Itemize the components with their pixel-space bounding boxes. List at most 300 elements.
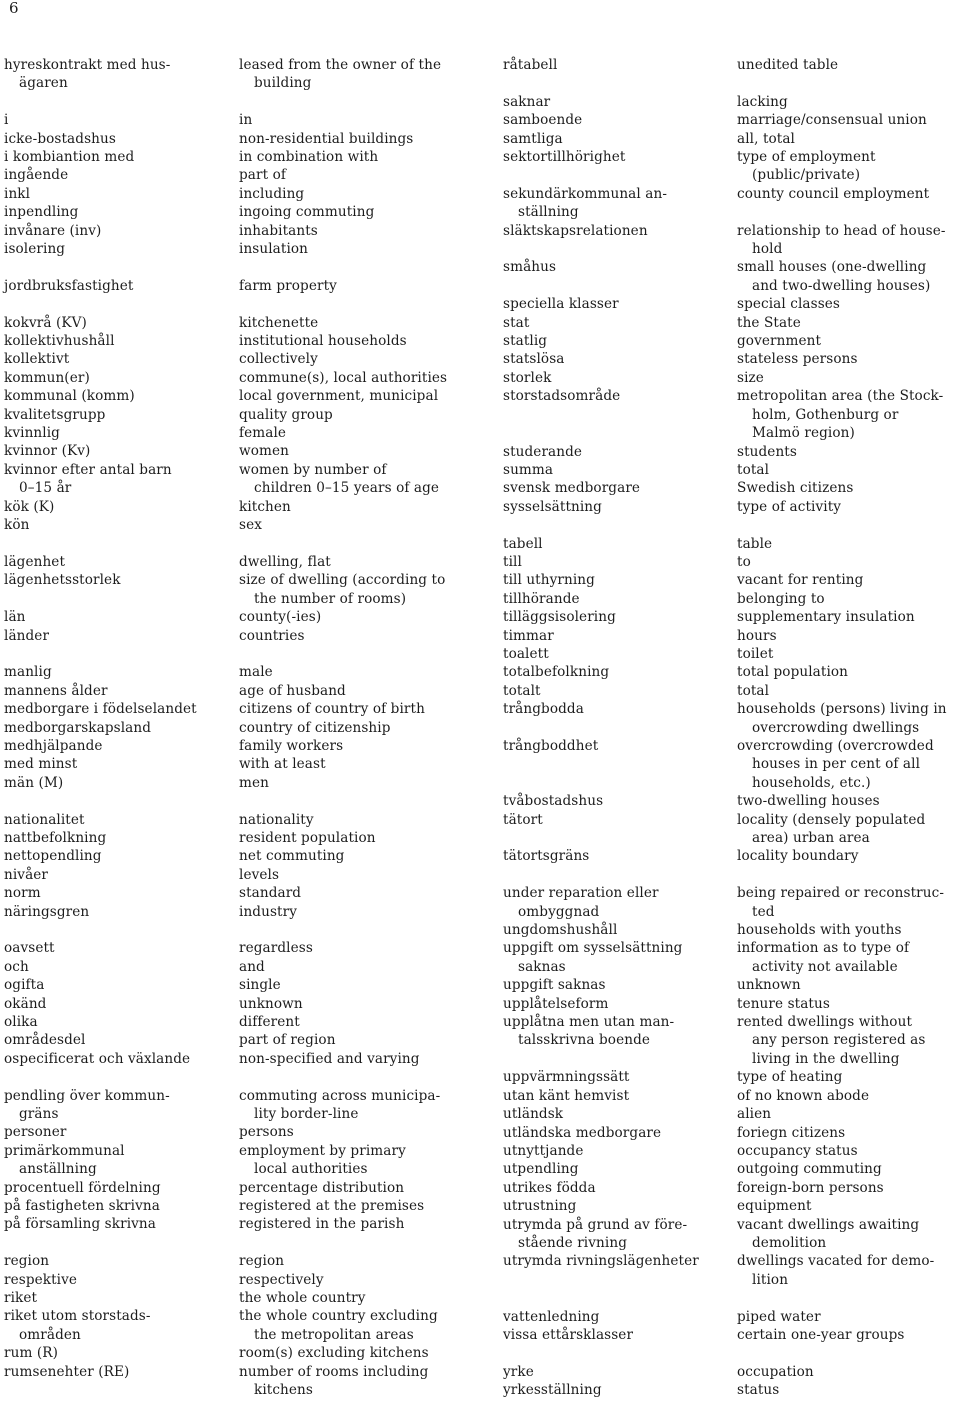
glossary-entry <box>503 111 956 129</box>
english-translation: local government, municipal <box>239 388 439 405</box>
glossary-letter-group <box>503 1363 956 1400</box>
swedish-term: tabell <box>503 535 543 552</box>
english-translation: certain one-year groups <box>737 1326 905 1343</box>
glossary-entry <box>4 166 499 184</box>
english-translation: country of citizenship <box>239 719 391 736</box>
glossary-entry <box>503 498 956 516</box>
swedish-term: på församling skrivna <box>4 1216 156 1233</box>
english-translation: female <box>239 425 287 442</box>
swedish-term: tätortsgräns <box>503 848 590 865</box>
swedish-term: storstadsområde <box>503 388 621 405</box>
swedish-term: utrustning <box>503 1198 577 1215</box>
english-translation: foriegn citizens <box>737 1124 846 1141</box>
swedish-term: manlig <box>4 664 52 681</box>
glossary-letter-group <box>503 93 956 516</box>
glossary-entry <box>503 1308 956 1326</box>
swedish-term: jordbruksfastighet <box>4 277 134 294</box>
english-translation: kitchen <box>239 498 291 515</box>
glossary-entry <box>4 1123 499 1141</box>
glossary-entry <box>503 682 956 700</box>
english-translation: different <box>239 1014 300 1031</box>
swedish-term: medhjälpande <box>4 737 103 754</box>
english-translation: the whole country <box>239 1290 366 1307</box>
english-translation: women by number of children 0–15 years of age <box>239 461 440 497</box>
english-translation: age of husband <box>239 682 346 699</box>
swedish-term: släktskapsrelationen <box>503 222 648 239</box>
glossary-entry <box>4 627 499 645</box>
glossary-entry <box>503 332 956 350</box>
english-translation: piped water <box>737 1308 821 1325</box>
english-translation: registered in the parish <box>239 1216 405 1233</box>
glossary-entry <box>503 56 956 74</box>
glossary-entry <box>4 1289 499 1307</box>
english-translation: including <box>239 185 305 202</box>
glossary-entry <box>503 645 956 663</box>
swedish-term: riket utom storstads- områden <box>4 1308 151 1343</box>
english-translation: information as to type of activity not available <box>737 940 910 975</box>
english-translation: percentage distribution <box>239 1179 405 1196</box>
glossary-entry <box>4 442 499 460</box>
english-translation: lacking <box>737 93 788 110</box>
english-translation: stateless persons <box>737 351 858 368</box>
swedish-term: till uthyrning <box>503 572 595 589</box>
english-translation: men <box>239 774 269 791</box>
english-translation: levels <box>239 866 280 883</box>
swedish-term: medborgare i födelselandet <box>4 701 197 718</box>
glossary-entry <box>503 1068 956 1086</box>
glossary-entry <box>4 553 499 571</box>
glossary-entry <box>503 1363 956 1381</box>
swedish-term: näringsgren <box>4 903 90 920</box>
english-translation: type of activity <box>737 498 842 515</box>
swedish-term: pendling över kommun- gräns <box>4 1087 170 1123</box>
english-translation: marriage/consensual union <box>737 112 927 129</box>
swedish-term: under reparation eller ombyggnad <box>503 885 659 920</box>
swedish-term: rum (R) <box>4 1345 59 1362</box>
swedish-term: sektortillhörighet <box>503 149 626 166</box>
english-translation: unedited table <box>737 57 839 73</box>
glossary-entry <box>4 1252 499 1270</box>
english-translation: total <box>737 682 770 699</box>
english-translation: commuting across municipa- lity border-line <box>239 1087 441 1123</box>
glossary-entry <box>4 406 499 424</box>
english-translation: number of rooms including kitchens <box>239 1363 429 1399</box>
glossary-entry <box>503 608 956 626</box>
english-translation: with at least <box>239 756 326 773</box>
english-translation: insulation <box>239 241 309 258</box>
glossary-entry <box>503 130 956 148</box>
english-translation: nationality <box>239 811 314 828</box>
swedish-term: invånare (inv) <box>4 222 102 239</box>
swedish-term: småhus <box>503 259 557 276</box>
swedish-term: statlig <box>503 333 548 350</box>
glossary-right-half <box>503 56 956 1400</box>
swedish-term: personer <box>4 1124 67 1141</box>
glossary-entry <box>4 424 499 442</box>
english-translation: part of <box>239 167 287 184</box>
english-translation: households (persons) living in overcrowding dwellings <box>737 701 947 736</box>
english-translation: citizens of country of birth <box>239 701 425 718</box>
english-translation: the State <box>737 314 801 331</box>
glossary-entry <box>503 1216 956 1253</box>
glossary-entry <box>4 1215 499 1233</box>
glossary-entry <box>4 719 499 737</box>
english-translation: family workers <box>239 737 344 754</box>
english-translation: locality boundary <box>737 848 859 865</box>
english-translation: commune(s), local authorities <box>239 369 448 386</box>
glossary-entry <box>4 369 499 387</box>
glossary-entry <box>503 1105 956 1123</box>
glossary-entry <box>4 884 499 902</box>
english-translation: size <box>737 369 764 386</box>
glossary-letter-group <box>4 811 499 921</box>
swedish-term: inpendling <box>4 204 79 221</box>
english-translation: kitchenette <box>239 314 319 331</box>
glossary-entry <box>4 1013 499 1031</box>
english-translation: non-residential buildings <box>239 130 414 147</box>
glossary-entry <box>4 1142 499 1179</box>
glossary-entry <box>503 884 956 921</box>
glossary-entry <box>503 921 956 939</box>
english-translation: toilet <box>737 645 774 662</box>
swedish-term: utländsk <box>503 1106 564 1123</box>
page-number: 6 <box>9 0 19 17</box>
glossary-entry <box>503 995 956 1013</box>
swedish-term: utrikes födda <box>503 1179 596 1196</box>
swedish-term: i kombiantion med <box>4 149 135 166</box>
swedish-term: riket <box>4 1290 38 1307</box>
swedish-term: norm <box>4 885 41 902</box>
swedish-term: upplåtelseform <box>503 995 609 1012</box>
glossary-entry <box>503 1142 956 1160</box>
glossary-letter-group <box>4 663 499 792</box>
english-translation: registered at the premises <box>239 1198 425 1215</box>
swedish-term: uppgift saknas <box>503 977 606 994</box>
glossary-entry <box>4 185 499 203</box>
glossary-entry <box>503 148 956 185</box>
swedish-term: storlek <box>503 369 552 386</box>
english-translation: respectively <box>239 1271 324 1288</box>
swedish-term: ungdomshushåll <box>503 922 618 939</box>
english-translation: to <box>737 553 751 570</box>
english-translation: locality (densely populated area) urban area <box>737 811 926 847</box>
swedish-term: samtliga <box>503 130 563 147</box>
english-translation: government <box>737 333 822 350</box>
glossary-entry <box>503 387 956 442</box>
glossary-entry <box>4 1031 499 1049</box>
english-translation: Swedish citizens <box>737 480 854 497</box>
swedish-term: områdesdel <box>4 1032 86 1049</box>
glossary-entry <box>4 903 499 921</box>
glossary-entry <box>4 314 499 332</box>
glossary-entry <box>4 56 499 93</box>
glossary-letter-group <box>503 1308 956 1345</box>
english-translation: occupancy status <box>737 1142 858 1159</box>
english-translation: region <box>239 1253 285 1270</box>
glossary-entry <box>4 332 499 350</box>
glossary-entry <box>503 222 956 259</box>
swedish-term: med minst <box>4 756 78 773</box>
swedish-term: i <box>4 112 9 129</box>
glossary-entry <box>4 240 499 258</box>
english-translation: table <box>737 535 773 552</box>
swedish-term: länder <box>4 627 50 644</box>
glossary-entry <box>503 1124 956 1142</box>
swedish-term: timmar <box>503 627 554 644</box>
swedish-term: och <box>4 958 29 975</box>
glossary-entry <box>503 590 956 608</box>
glossary-entry <box>4 829 499 847</box>
glossary-letter-group <box>4 553 499 645</box>
glossary-entry <box>4 608 499 626</box>
glossary-entry <box>503 700 956 737</box>
english-translation: leased from the owner of the building <box>239 57 442 92</box>
glossary-entry <box>503 663 956 681</box>
english-translation: special classes <box>737 296 840 313</box>
english-translation: county(-ies) <box>239 609 322 626</box>
english-translation: vacant dwellings awaiting demolition <box>737 1216 920 1251</box>
glossary-entry <box>4 700 499 718</box>
glossary-letter-group <box>503 56 956 74</box>
english-translation: quality group <box>239 406 333 423</box>
glossary-entry <box>503 369 956 387</box>
glossary-entry <box>4 663 499 681</box>
glossary-entry <box>4 958 499 976</box>
glossary-entry <box>4 1307 499 1344</box>
english-translation: belonging to <box>737 590 825 607</box>
english-translation: being repaired or reconstruc- ted <box>737 885 945 920</box>
glossary-entry <box>4 111 499 129</box>
english-translation: type of heating <box>737 1069 843 1086</box>
swedish-term: yrkesställning <box>503 1382 602 1399</box>
swedish-term: statslösa <box>503 351 565 368</box>
english-translation: total population <box>737 664 849 681</box>
english-translation: metropolitan area (the Stock- holm, Gothenburg or Malmö region) <box>737 388 944 442</box>
english-translation: status <box>737 1382 780 1399</box>
english-translation: equipment <box>737 1198 812 1215</box>
swedish-term: vattenledning <box>503 1308 600 1325</box>
glossary-entry <box>503 792 956 810</box>
swedish-term: män (M) <box>4 774 64 791</box>
swedish-term: trångboddhet <box>503 738 599 754</box>
swedish-term: trångbodda <box>503 701 584 718</box>
english-translation: part of region <box>239 1032 336 1049</box>
english-translation: total <box>737 461 770 478</box>
english-translation: industry <box>239 903 297 920</box>
swedish-term: ospecificerat och växlande <box>4 1050 191 1067</box>
swedish-term: vissa ettårsklasser <box>503 1326 634 1343</box>
swedish-term: summa <box>503 461 554 478</box>
glossary-entry <box>4 811 499 829</box>
english-translation: dwellings vacated for demo- lition <box>737 1253 935 1288</box>
swedish-term: saknar <box>503 93 551 110</box>
english-translation: women <box>239 443 290 460</box>
english-translation: type of employment (public/private) <box>737 149 876 184</box>
glossary-entry <box>503 185 956 222</box>
glossary-entry <box>503 295 956 313</box>
swedish-term: rumsenehter (RE) <box>4 1363 130 1380</box>
english-translation: collectively <box>239 351 318 368</box>
swedish-term: speciella klasser <box>503 296 619 313</box>
english-translation: outgoing commuting <box>737 1161 882 1178</box>
english-translation: relationship to head of house- hold <box>737 222 946 258</box>
english-translation: the whole country excluding the metropolitan areas <box>239 1308 438 1343</box>
swedish-term: nationalitet <box>4 811 85 828</box>
swedish-term: nettopendling <box>4 848 102 865</box>
glossary-entry <box>4 350 499 368</box>
swedish-term: län <box>4 609 26 626</box>
english-translation: tenure status <box>737 995 830 1012</box>
swedish-term: samboende <box>503 112 583 129</box>
swedish-term: region <box>4 1253 50 1270</box>
english-translation: sex <box>239 517 262 534</box>
glossary-entry <box>503 939 956 976</box>
english-translation: institutional households <box>239 333 407 350</box>
swedish-term: ogifta <box>4 977 45 994</box>
english-translation: foreign-born persons <box>737 1179 884 1196</box>
swedish-term: stat <box>503 314 530 331</box>
glossary-letter-group <box>503 535 956 866</box>
english-translation: supplementary insulation <box>737 609 915 626</box>
swedish-term: utländska medborgare <box>503 1124 662 1141</box>
glossary-entry <box>503 314 956 332</box>
glossary-entry <box>4 682 499 700</box>
swedish-term: lägenhetsstorlek <box>4 572 121 589</box>
glossary-entry <box>503 627 956 645</box>
english-translation: inhabitants <box>239 222 318 239</box>
english-translation: of no known abode <box>737 1087 870 1104</box>
glossary-entry <box>503 976 956 994</box>
glossary-entry <box>4 1087 499 1124</box>
swedish-term: inkl <box>4 185 31 202</box>
swedish-term: utrymda på grund av före- stående rivning <box>503 1216 688 1251</box>
glossary-entry <box>4 1050 499 1068</box>
english-translation: regardless <box>239 940 313 957</box>
swedish-term: ingående <box>4 167 69 184</box>
swedish-term: tilläggsisolering <box>503 609 616 626</box>
swedish-term: på fastigheten skrivna <box>4 1198 160 1215</box>
swedish-term: kvinnor efter antal barn 0–15 år <box>4 461 172 497</box>
swedish-term: kvinnlig <box>4 425 60 442</box>
glossary-entry <box>4 1363 499 1400</box>
english-translation: countries <box>239 627 305 644</box>
glossary-entry <box>503 1381 956 1399</box>
english-translation: ingoing commuting <box>239 204 375 221</box>
swedish-term: kök (K) <box>4 498 55 515</box>
swedish-term: kokvrå (KV) <box>4 314 87 331</box>
glossary-entry <box>4 939 499 957</box>
swedish-term: kvinnor (Kv) <box>4 443 91 460</box>
english-translation: resident population <box>239 829 376 846</box>
english-translation: standard <box>239 885 302 902</box>
swedish-term: kollektivhushåll <box>4 333 115 350</box>
glossary-letter-group <box>4 1252 499 1399</box>
english-translation: two-dwelling houses <box>737 793 880 810</box>
english-translation: overcrowding (overcrowded houses in per cent of all households, etc.) <box>737 738 934 791</box>
glossary-entry <box>4 1197 499 1215</box>
glossary-entry <box>503 350 956 368</box>
swedish-term: lägenhet <box>4 553 66 570</box>
glossary-letter-group <box>4 314 499 535</box>
swedish-term: respektive <box>4 1271 78 1288</box>
glossary-entry <box>503 479 956 497</box>
english-translation: net commuting <box>239 848 345 865</box>
glossary-entry <box>503 1013 956 1068</box>
english-translation: unknown <box>737 977 801 994</box>
glossary-entry <box>4 222 499 240</box>
swedish-term: procentuell fördelning <box>4 1179 161 1196</box>
english-translation: employment by primary local authorities <box>239 1142 406 1178</box>
english-translation: persons <box>239 1124 294 1141</box>
glossary-letter-group <box>503 884 956 1289</box>
glossary-entry <box>4 755 499 773</box>
glossary-entry <box>4 976 499 994</box>
english-translation: small houses (one-dwelling and two-dwelling houses) <box>737 259 931 294</box>
swedish-term: sekundärkommunal an- ställning <box>503 185 668 221</box>
swedish-term: mannens ålder <box>4 682 108 699</box>
english-translation: non-specified and varying <box>239 1050 420 1067</box>
glossary-entry <box>503 847 956 865</box>
glossary-entry <box>4 461 499 498</box>
glossary-entry <box>4 148 499 166</box>
english-translation: room(s) excluding kitchens <box>239 1345 429 1362</box>
swedish-term: icke-bostadshus <box>4 130 116 147</box>
english-translation: occupation <box>737 1363 814 1380</box>
swedish-term: nattbefolkning <box>4 829 107 846</box>
english-translation: dwelling, flat <box>239 553 331 570</box>
glossary-entry <box>4 866 499 884</box>
swedish-term: uppgift om sysselsättning saknas <box>503 940 683 975</box>
swedish-term: utrymda rivningslägenheter <box>503 1253 699 1270</box>
swedish-term: okänd <box>4 995 47 1012</box>
english-translation: farm property <box>239 277 337 294</box>
glossary-entry <box>503 1160 956 1178</box>
english-translation: male <box>239 664 273 681</box>
swedish-term: totalbefolkning <box>503 664 610 681</box>
glossary-entry <box>4 277 499 295</box>
swedish-term: tvåbostadshus <box>503 793 604 810</box>
swedish-term: råtabell <box>503 57 558 73</box>
swedish-term: kvalitetsgrupp <box>4 406 106 423</box>
glossary-entry <box>503 1197 956 1215</box>
glossary-entry <box>4 571 499 608</box>
glossary-entry <box>503 258 956 295</box>
swedish-term: kommunal (komm) <box>4 388 135 405</box>
swedish-term: utan känt hemvist <box>503 1087 630 1104</box>
glossary-letter-group <box>4 939 499 1068</box>
swedish-term: tillhörande <box>503 590 580 607</box>
glossary-entry <box>503 1179 956 1197</box>
english-translation: households with youths <box>737 922 902 939</box>
glossary-left-half <box>4 56 499 1400</box>
english-translation: all, total <box>737 130 796 147</box>
glossary-entry <box>503 811 956 848</box>
english-translation: in combination with <box>239 149 379 166</box>
glossary-entry <box>503 461 956 479</box>
english-translation: students <box>737 443 797 460</box>
swedish-term: isolering <box>4 241 66 258</box>
glossary-letter-group <box>4 1087 499 1234</box>
swedish-term: kollektivt <box>4 351 70 368</box>
glossary-entry <box>4 1179 499 1197</box>
glossary-entry <box>503 93 956 111</box>
english-translation: unknown <box>239 995 303 1012</box>
english-translation: rented dwellings without any person registered as living in the dwelling <box>737 1014 926 1067</box>
swedish-term: oavsett <box>4 940 55 957</box>
glossary-entry <box>4 774 499 792</box>
english-translation: county council employment <box>737 185 930 202</box>
glossary-entry <box>503 553 956 571</box>
